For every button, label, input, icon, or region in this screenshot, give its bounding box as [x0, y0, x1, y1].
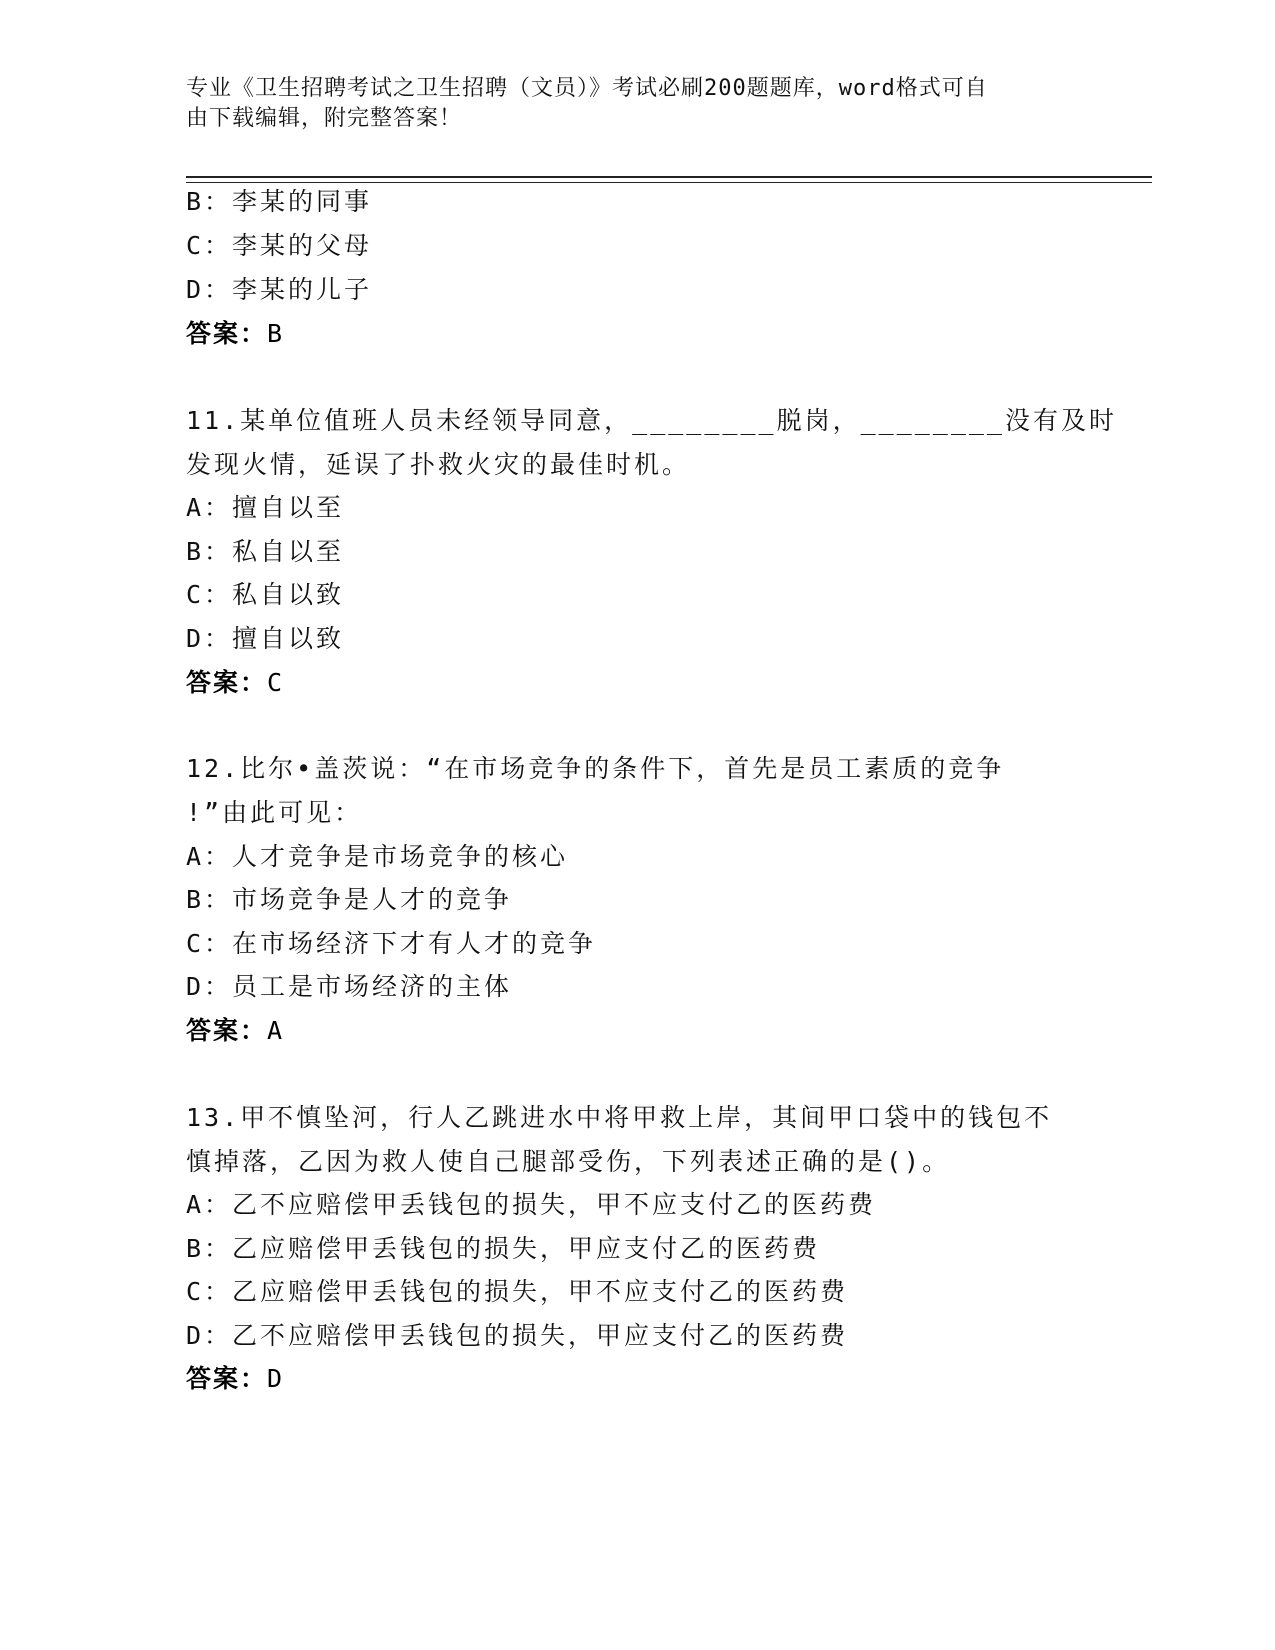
header-title-line-1: 专业《卫生招聘考试之卫生招聘（文员）》考试必刷200题题库，word格式可自: [186, 76, 988, 101]
answer-label: 答案：: [186, 1364, 268, 1393]
q10-option-d: D：李某的儿子: [186, 275, 373, 304]
q13-answer: [186, 1362, 282, 1396]
q13-option-d: D：乙不应赔偿甲丢钱包的损失，甲应支付乙的医药费: [186, 1321, 849, 1350]
q11-stem-line-2: 发现火情，延误了扑救火灾的最佳时机。: [186, 450, 691, 479]
q12-option-a: A：人才竞争是市场竞争的核心: [186, 842, 569, 871]
q12-option-b: B：市场竞争是人才的竞争: [186, 885, 513, 914]
q12-answer: [186, 1014, 282, 1048]
q10-answer: [186, 317, 282, 351]
q11-option-c: C：私自以致: [186, 580, 345, 609]
header-title-line-2: 由下载编辑，附完整答案！: [186, 106, 463, 131]
q11-option-d: D：擅自以致: [186, 624, 345, 653]
q12-option-c: C：在市场经济下才有人才的竞争: [186, 929, 597, 958]
answer-value: D: [267, 1364, 283, 1393]
answer-label: 答案：: [186, 668, 268, 697]
q11-answer: [186, 666, 282, 700]
answer-value: B: [267, 319, 283, 348]
q13-stem-line-1: 13.甲不慎坠河，行人乙跳进水中将甲救上岸，其间甲口袋中的钱包不: [186, 1103, 1053, 1132]
q13-option-a: A：乙不应赔偿甲丢钱包的损失，甲不应支付乙的医药费: [186, 1190, 877, 1219]
answer-value: A: [267, 1016, 283, 1045]
q13-option-b: B：乙应赔偿甲丢钱包的损失，甲应支付乙的医药费: [186, 1234, 821, 1263]
q10-option-b: B：李某的同事: [186, 187, 373, 216]
q13-option-c: C：乙应赔偿甲丢钱包的损失，甲不应支付乙的医药费: [186, 1277, 849, 1306]
answer-label: 答案：: [186, 319, 268, 348]
document-header: [186, 74, 1066, 134]
q13-stem-line-2: 慎掉落，乙因为救人使自己腿部受伤，下列表述正确的是()。: [186, 1147, 951, 1176]
q11-stem-line-1: 11.某单位值班人员未经领导同意，________脱岗，________没有及时: [186, 406, 1117, 435]
q12-stem-line-2: !”由此可见：: [186, 798, 363, 827]
answer-label: 答案：: [186, 1016, 268, 1045]
q11-option-b: B：私自以至: [186, 537, 345, 566]
q10-option-c: C：李某的父母: [186, 231, 373, 260]
header-divider-thick: [186, 176, 1152, 178]
answer-value: C: [267, 668, 283, 697]
q12-option-d: D：员工是市场经济的主体: [186, 972, 513, 1001]
q11-option-a: A：擅自以至: [186, 493, 345, 522]
q12-stem-line-1: 12.比尔•盖茨说：“在市场竞争的条件下，首先是员工素质的竞争: [186, 754, 1005, 783]
header-divider-thin: [186, 182, 1152, 183]
